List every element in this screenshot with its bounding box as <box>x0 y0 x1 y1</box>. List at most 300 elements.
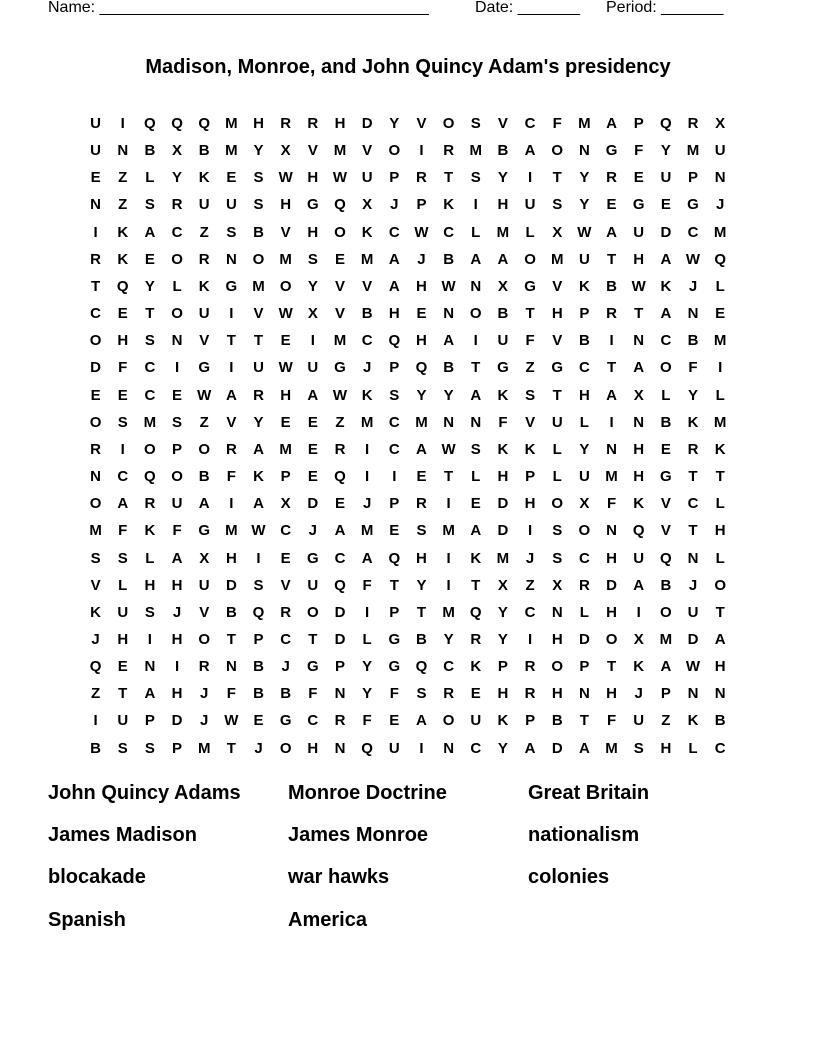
grid-letter[interactable]: J <box>417 250 426 268</box>
grid-letter[interactable]: U <box>578 250 590 268</box>
grid-letter[interactable]: N <box>171 332 183 350</box>
grid-letter[interactable]: A <box>470 522 482 540</box>
grid-letter[interactable]: B <box>497 142 509 160</box>
grid-letter[interactable]: K <box>714 440 726 458</box>
grid-letter[interactable]: N <box>90 468 101 486</box>
grid-letter[interactable]: Y <box>389 115 400 132</box>
grid-letter[interactable]: L <box>552 440 562 458</box>
grid-letter[interactable]: S <box>389 386 400 404</box>
grid-letter[interactable]: I <box>120 115 125 132</box>
grid-letter[interactable]: B <box>225 603 237 621</box>
grid-letter[interactable]: E <box>633 169 644 187</box>
grid-letter[interactable]: H <box>551 630 563 648</box>
grid-letter[interactable]: N <box>443 305 455 323</box>
grid-letter[interactable]: Q <box>89 658 102 676</box>
grid-letter[interactable]: Y <box>144 277 155 295</box>
grid-letter[interactable]: F <box>525 332 535 350</box>
grid-letter[interactable]: A <box>524 142 536 160</box>
grid-letter[interactable]: B <box>687 332 699 350</box>
grid-letter[interactable]: H <box>171 685 183 703</box>
grid-letter[interactable]: M <box>605 739 618 757</box>
grid-letter[interactable]: T <box>552 169 562 187</box>
grid-letter[interactable]: L <box>715 386 725 404</box>
grid-letter[interactable]: G <box>198 359 211 377</box>
grid-letter[interactable]: M <box>279 250 292 268</box>
grid-letter[interactable]: C <box>388 223 400 241</box>
grid-letter[interactable]: I <box>229 359 234 377</box>
grid-letter[interactable]: E <box>280 413 291 431</box>
grid-letter[interactable]: R <box>416 169 427 187</box>
grid-letter[interactable]: P <box>497 658 508 676</box>
grid-letter[interactable]: H <box>307 169 319 187</box>
grid-letter[interactable]: T <box>308 630 318 648</box>
grid-letter[interactable]: E <box>416 305 427 323</box>
grid-letter[interactable]: Y <box>579 440 590 458</box>
grid-letter[interactable]: O <box>551 658 564 676</box>
grid-letter[interactable]: Y <box>253 142 264 160</box>
grid-letter[interactable]: Z <box>118 169 128 187</box>
grid-letter[interactable]: K <box>90 603 101 621</box>
grid-letter[interactable]: U <box>578 468 590 486</box>
grid-letter[interactable]: T <box>606 359 617 377</box>
grid-letter[interactable]: F <box>118 522 128 540</box>
grid-letter[interactable]: V <box>552 277 563 295</box>
grid-letter[interactable]: I <box>419 142 424 160</box>
grid-letter[interactable]: T <box>444 169 454 187</box>
grid-letter[interactable]: W <box>414 223 429 241</box>
grid-letter[interactable]: A <box>416 712 427 730</box>
grid-letter[interactable]: G <box>388 630 401 648</box>
grid-letter[interactable]: Q <box>252 603 265 621</box>
grid-letter[interactable]: Y <box>497 169 508 187</box>
grid-letter[interactable]: I <box>229 495 234 513</box>
grid-letter[interactable]: H <box>253 115 264 132</box>
grid-letter[interactable]: H <box>551 685 563 703</box>
grid-letter[interactable]: G <box>687 196 699 214</box>
grid-letter[interactable]: E <box>172 386 183 404</box>
grid-letter[interactable]: A <box>388 277 400 295</box>
grid-letter[interactable]: C <box>578 549 590 567</box>
grid-letter[interactable]: F <box>308 685 318 703</box>
grid-letter[interactable]: P <box>172 739 183 757</box>
grid-letter[interactable]: G <box>334 359 346 377</box>
grid-letter[interactable]: V <box>552 332 563 350</box>
grid-letter[interactable]: S <box>144 196 155 214</box>
grid-letter[interactable]: F <box>362 576 372 594</box>
grid-letter[interactable]: L <box>715 277 725 295</box>
grid-letter[interactable]: O <box>279 277 292 295</box>
grid-letter[interactable]: I <box>527 169 533 187</box>
grid-letter[interactable]: S <box>144 603 155 621</box>
grid-letter[interactable]: K <box>497 712 509 730</box>
grid-letter[interactable]: I <box>174 658 180 676</box>
grid-letter[interactable]: H <box>416 549 427 567</box>
grid-letter[interactable]: C <box>443 658 455 676</box>
grid-letter[interactable]: N <box>578 685 590 703</box>
grid-letter[interactable]: C <box>280 630 292 648</box>
grid-letter[interactable]: L <box>362 630 372 648</box>
grid-letter[interactable]: N <box>714 169 726 187</box>
grid-letter[interactable]: B <box>90 739 101 757</box>
grid-letter[interactable]: H <box>660 739 672 757</box>
grid-letter[interactable]: T <box>552 386 562 404</box>
grid-letter[interactable]: E <box>117 386 128 404</box>
grid-letter[interactable]: U <box>524 196 536 214</box>
grid-letter[interactable]: O <box>171 468 183 486</box>
grid-letter[interactable]: X <box>307 305 318 323</box>
grid-letter[interactable]: A <box>361 549 373 567</box>
grid-letter[interactable]: T <box>688 522 698 540</box>
grid-letter[interactable]: A <box>416 440 427 458</box>
grid-letter[interactable]: M <box>713 332 727 350</box>
grid-letter[interactable]: F <box>389 685 399 703</box>
grid-letter[interactable]: S <box>633 739 644 757</box>
grid-letter[interactable]: Y <box>579 169 590 187</box>
grid-letter[interactable]: I <box>229 305 234 323</box>
grid-letter[interactable]: C <box>280 522 292 540</box>
grid-letter[interactable]: B <box>606 277 617 295</box>
grid-letter[interactable]: D <box>225 576 237 594</box>
grid-letter[interactable]: N <box>443 413 455 431</box>
grid-letter[interactable]: R <box>524 658 536 676</box>
grid-letter[interactable]: R <box>171 196 183 214</box>
grid-letter[interactable]: S <box>117 413 128 431</box>
grid-letter[interactable]: I <box>365 440 370 458</box>
grid-letter[interactable]: U <box>307 359 319 377</box>
grid-letter[interactable]: C <box>388 413 400 431</box>
grid-letter[interactable]: A <box>606 223 617 241</box>
grid-letter[interactable]: L <box>552 468 562 486</box>
grid-letter[interactable]: P <box>633 115 644 132</box>
grid-letter[interactable]: O <box>198 440 211 458</box>
grid-letter[interactable]: R <box>470 630 482 648</box>
grid-letter[interactable]: D <box>660 223 672 241</box>
grid-letter[interactable]: O <box>605 630 618 648</box>
grid-letter[interactable]: E <box>253 712 264 730</box>
grid-letter[interactable]: I <box>365 603 370 621</box>
grid-letter[interactable]: I <box>392 468 397 486</box>
grid-letter[interactable]: P <box>389 603 400 621</box>
grid-letter[interactable]: B <box>280 685 292 703</box>
grid-letter[interactable]: U <box>90 115 101 132</box>
grid-letter[interactable]: D <box>361 115 373 132</box>
grid-letter[interactable]: O <box>551 495 564 513</box>
grid-letter[interactable]: Q <box>388 332 401 350</box>
grid-letter[interactable]: S <box>470 115 481 132</box>
grid-letter[interactable]: M <box>686 142 700 160</box>
grid-letter[interactable]: R <box>578 576 590 594</box>
grid-letter[interactable]: H <box>551 305 563 323</box>
grid-letter[interactable]: R <box>416 495 427 513</box>
grid-letter[interactable]: D <box>171 712 183 730</box>
grid-letter[interactable]: E <box>334 250 345 268</box>
grid-letter[interactable]: T <box>389 576 399 594</box>
grid-letter[interactable]: A <box>606 115 617 132</box>
grid-letter[interactable]: V <box>280 576 291 594</box>
grid-letter[interactable]: S <box>525 386 536 404</box>
grid-letter[interactable]: M <box>143 413 157 431</box>
grid-letter[interactable]: B <box>660 576 672 594</box>
grid-letter[interactable]: M <box>333 142 347 160</box>
grid-letter[interactable]: R <box>687 115 699 132</box>
grid-letter[interactable]: C <box>470 739 482 757</box>
grid-letter[interactable]: D <box>307 495 319 513</box>
grid-letter[interactable]: A <box>497 250 509 268</box>
grid-letter[interactable]: H <box>280 386 292 404</box>
grid-letter[interactable]: O <box>442 712 455 730</box>
grid-letter[interactable]: M <box>333 332 347 350</box>
grid-letter[interactable]: R <box>280 603 292 621</box>
grid-letter[interactable]: U <box>253 359 264 377</box>
grid-letter[interactable]: O <box>660 603 672 621</box>
grid-letter[interactable]: T <box>471 576 481 594</box>
grid-letter[interactable]: J <box>254 739 263 757</box>
grid-letter[interactable]: S <box>552 522 563 540</box>
grid-letter[interactable]: K <box>470 658 482 676</box>
grid-letter[interactable]: E <box>90 386 101 404</box>
grid-letter[interactable]: L <box>471 223 481 241</box>
grid-letter[interactable]: P <box>389 169 400 187</box>
grid-letter[interactable]: H <box>307 739 319 757</box>
grid-letter[interactable]: Q <box>415 658 428 676</box>
grid-letter[interactable]: M <box>442 603 455 621</box>
grid-letter[interactable]: H <box>606 549 617 567</box>
grid-letter[interactable]: P <box>579 305 590 323</box>
grid-letter[interactable]: W <box>332 169 348 187</box>
grid-letter[interactable]: M <box>225 522 238 540</box>
grid-letter[interactable]: E <box>470 685 481 703</box>
grid-letter[interactable]: Q <box>144 468 156 486</box>
grid-letter[interactable]: U <box>633 223 645 241</box>
grid-letter[interactable]: J <box>362 495 372 513</box>
grid-letter[interactable]: Q <box>116 277 129 295</box>
grid-letter[interactable]: W <box>224 712 239 730</box>
grid-letter[interactable]: J <box>634 685 643 703</box>
grid-letter[interactable]: G <box>279 712 292 730</box>
grid-letter[interactable]: A <box>198 495 210 513</box>
grid-letter[interactable]: W <box>251 522 266 540</box>
grid-letter[interactable]: Z <box>199 223 209 241</box>
grid-letter[interactable]: V <box>362 277 373 295</box>
grid-letter[interactable]: A <box>660 250 672 268</box>
grid-letter[interactable]: G <box>551 359 564 377</box>
grid-letter[interactable]: M <box>469 142 483 160</box>
grid-letter[interactable]: U <box>714 142 726 160</box>
grid-letter[interactable]: H <box>578 386 590 404</box>
grid-letter[interactable]: K <box>687 413 699 431</box>
grid-letter[interactable]: D <box>334 630 346 648</box>
grid-letter[interactable]: U <box>633 549 645 567</box>
grid-letter[interactable]: M <box>415 413 428 431</box>
grid-letter[interactable]: K <box>660 277 672 295</box>
grid-letter[interactable]: P <box>688 169 699 187</box>
grid-letter[interactable]: O <box>551 142 564 160</box>
grid-letter[interactable]: S <box>172 413 183 431</box>
grid-letter[interactable]: T <box>226 332 236 350</box>
grid-letter[interactable]: I <box>473 332 478 350</box>
grid-letter[interactable]: I <box>174 359 180 377</box>
grid-letter[interactable]: M <box>360 413 374 431</box>
grid-letter[interactable]: S <box>90 549 101 567</box>
grid-letter[interactable]: V <box>334 277 345 295</box>
grid-letter[interactable]: H <box>606 603 617 621</box>
grid-letter[interactable]: H <box>280 196 292 214</box>
grid-letter[interactable]: D <box>606 576 617 594</box>
date-field[interactable]: Date: _______ <box>475 0 580 16</box>
grid-letter[interactable]: T <box>715 468 725 486</box>
grid-letter[interactable]: X <box>633 386 644 404</box>
grid-letter[interactable]: I <box>147 630 152 648</box>
grid-letter[interactable]: X <box>199 549 210 567</box>
grid-letter[interactable]: Q <box>334 468 346 486</box>
grid-letter[interactable]: H <box>416 332 427 350</box>
grid-letter[interactable]: X <box>497 277 508 295</box>
grid-letter[interactable]: P <box>389 495 400 513</box>
grid-letter[interactable]: D <box>497 522 509 540</box>
grid-letter[interactable]: L <box>579 413 589 431</box>
grid-letter[interactable]: R <box>198 250 210 268</box>
grid-letter[interactable]: B <box>714 712 726 730</box>
grid-letter[interactable]: A <box>334 522 346 540</box>
grid-letter[interactable]: A <box>388 250 400 268</box>
grid-letter[interactable]: R <box>225 440 237 458</box>
grid-letter[interactable]: N <box>225 658 237 676</box>
grid-letter[interactable]: X <box>362 196 373 214</box>
grid-letter[interactable]: U <box>361 169 373 187</box>
grid-letter[interactable]: E <box>307 468 318 486</box>
grid-letter[interactable]: K <box>578 277 590 295</box>
grid-letter[interactable]: C <box>307 712 319 730</box>
grid-letter[interactable]: K <box>443 196 455 214</box>
grid-letter[interactable]: L <box>118 576 128 594</box>
grid-letter[interactable]: H <box>524 495 536 513</box>
grid-letter[interactable]: Y <box>416 386 427 404</box>
grid-letter[interactable]: U <box>470 712 482 730</box>
grid-letter[interactable]: K <box>470 549 482 567</box>
grid-letter[interactable]: A <box>660 305 672 323</box>
grid-letter[interactable]: C <box>660 332 672 350</box>
grid-letter[interactable]: H <box>606 685 617 703</box>
grid-letter[interactable]: U <box>225 196 237 214</box>
grid-letter[interactable]: C <box>144 386 156 404</box>
grid-letter[interactable]: F <box>688 359 698 377</box>
grid-letter[interactable]: K <box>633 658 645 676</box>
grid-letter[interactable]: E <box>117 305 128 323</box>
grid-letter[interactable]: I <box>527 522 533 540</box>
grid-letter[interactable]: I <box>93 712 98 730</box>
grid-letter[interactable]: O <box>714 576 726 594</box>
grid-letter[interactable]: W <box>197 386 212 404</box>
grid-letter[interactable]: L <box>715 549 725 567</box>
grid-letter[interactable]: L <box>145 549 155 567</box>
grid-letter[interactable]: T <box>606 658 617 676</box>
grid-letter[interactable]: O <box>171 305 183 323</box>
grid-letter[interactable]: K <box>198 277 210 295</box>
grid-letter[interactable]: N <box>144 658 156 676</box>
grid-letter[interactable]: G <box>306 658 319 676</box>
grid-letter[interactable]: W <box>685 658 701 676</box>
grid-letter[interactable]: A <box>443 332 455 350</box>
grid-letter[interactable]: J <box>91 630 100 648</box>
grid-letter[interactable]: E <box>280 549 291 567</box>
grid-letter[interactable]: J <box>362 359 372 377</box>
grid-letter[interactable]: O <box>89 495 102 513</box>
grid-letter[interactable]: M <box>605 468 618 486</box>
grid-letter[interactable]: A <box>470 386 482 404</box>
grid-letter[interactable]: E <box>280 332 291 350</box>
grid-letter[interactable]: N <box>714 685 726 703</box>
grid-letter[interactable]: K <box>361 223 373 241</box>
grid-letter[interactable]: U <box>307 576 319 594</box>
grid-letter[interactable]: B <box>551 712 563 730</box>
grid-letter[interactable]: E <box>307 440 318 458</box>
grid-letter[interactable]: R <box>253 386 264 404</box>
grid-letter[interactable]: G <box>497 359 509 377</box>
grid-letter[interactable]: L <box>525 223 535 241</box>
grid-letter[interactable]: G <box>524 277 536 295</box>
grid-letter[interactable]: T <box>145 305 155 323</box>
grid-letter[interactable]: B <box>443 250 455 268</box>
grid-letter[interactable]: O <box>252 250 265 268</box>
grid-letter[interactable]: N <box>633 332 645 350</box>
grid-letter[interactable]: O <box>469 305 482 323</box>
grid-letter[interactable]: I <box>446 576 451 594</box>
grid-letter[interactable]: T <box>471 359 481 377</box>
grid-letter[interactable]: V <box>525 413 536 431</box>
grid-letter[interactable]: T <box>634 305 644 323</box>
grid-letter[interactable]: U <box>551 413 563 431</box>
grid-letter[interactable]: U <box>497 332 509 350</box>
grid-letter[interactable]: S <box>253 169 264 187</box>
grid-letter[interactable]: A <box>660 658 672 676</box>
grid-letter[interactable]: R <box>606 305 617 323</box>
grid-letter[interactable]: C <box>361 332 373 350</box>
grid-letter[interactable]: H <box>117 630 129 648</box>
grid-letter[interactable]: V <box>280 223 291 241</box>
grid-letter[interactable]: Y <box>688 386 699 404</box>
grid-letter[interactable]: N <box>225 250 237 268</box>
grid-letter[interactable]: T <box>579 712 589 730</box>
grid-letter[interactable]: G <box>388 658 401 676</box>
grid-letter[interactable]: F <box>498 413 508 431</box>
grid-letter[interactable]: D <box>578 630 590 648</box>
grid-letter[interactable]: Q <box>334 196 346 214</box>
grid-letter[interactable]: M <box>713 413 727 431</box>
grid-letter[interactable]: R <box>524 685 536 703</box>
grid-letter[interactable]: E <box>606 196 617 214</box>
grid-letter[interactable]: Y <box>416 576 427 594</box>
grid-letter[interactable]: F <box>118 359 128 377</box>
grid-letter[interactable]: Y <box>443 630 454 648</box>
grid-letter[interactable]: T <box>606 250 617 268</box>
grid-letter[interactable]: A <box>470 250 482 268</box>
grid-letter[interactable]: V <box>199 332 210 350</box>
grid-letter[interactable]: M <box>197 739 211 757</box>
grid-letter[interactable]: J <box>688 576 698 594</box>
grid-letter[interactable]: H <box>714 522 726 540</box>
grid-letter[interactable]: W <box>278 169 293 187</box>
grid-letter[interactable]: E <box>660 440 671 458</box>
grid-letter[interactable]: H <box>171 630 183 648</box>
grid-letter[interactable]: T <box>688 468 698 486</box>
grid-letter[interactable]: K <box>687 712 699 730</box>
grid-letter[interactable]: S <box>144 332 155 350</box>
grid-letter[interactable]: H <box>714 658 726 676</box>
grid-letter[interactable]: R <box>307 115 319 132</box>
grid-letter[interactable]: M <box>279 440 292 458</box>
grid-letter[interactable]: N <box>117 142 129 160</box>
grid-letter[interactable]: N <box>633 413 645 431</box>
